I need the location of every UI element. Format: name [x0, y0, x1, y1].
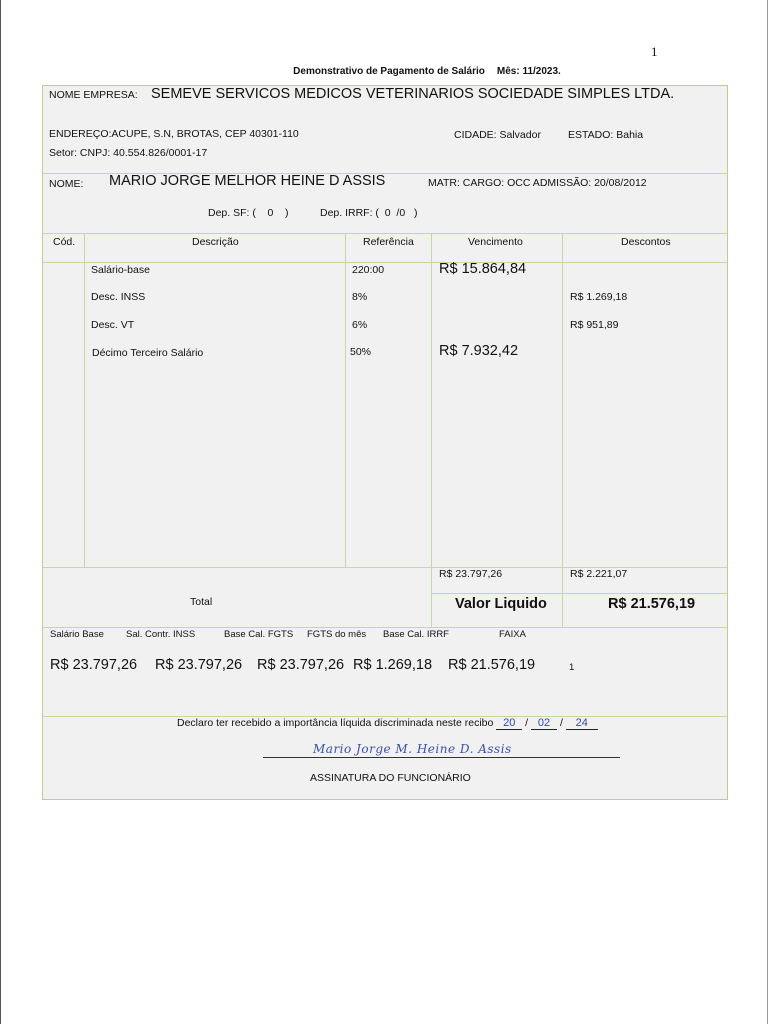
label-salario-base: Salário Base: [50, 629, 104, 640]
company-state: ESTADO: Bahia: [568, 129, 644, 141]
employee-label: NOME:: [49, 178, 84, 190]
company-city: CIDADE: Salvador: [454, 129, 541, 141]
header-descricao: Descrição: [192, 236, 239, 248]
value-fgts-mes: R$ 1.269,18: [353, 657, 433, 673]
total-label: Total: [190, 596, 213, 608]
row-descricao: Desc. VT: [91, 319, 135, 331]
row-descricao: Desc. INSS: [91, 291, 146, 303]
company-label: NOME EMPRESA:: [49, 89, 138, 101]
valor-liquido-label: Valor Liquido: [455, 596, 547, 612]
document-month: Mês: 11/2023.: [496, 66, 561, 77]
value-faixa: 1: [569, 662, 575, 673]
row-descricao: Décimo Terceiro Salário: [92, 347, 204, 359]
company-sector-cnpj: Setor: CNPJ: 40.554.826/0001-17: [49, 147, 208, 159]
header-referencia: Referência: [363, 236, 414, 248]
row-descricao: Salário-base: [91, 264, 150, 276]
row-referencia: 220:00: [352, 264, 385, 276]
header-cod: Cód.: [53, 236, 76, 248]
payslip-form: [42, 85, 728, 800]
receipt-year: 24: [566, 717, 598, 730]
row-referencia: 50%: [350, 346, 372, 358]
receipt-day: 20: [496, 717, 522, 730]
value-salario-base: R$ 23.797,26: [50, 657, 138, 673]
row-vencimento: R$ 15.864,84: [439, 261, 527, 277]
receipt-declaration: [177, 717, 598, 730]
valor-liquido-value: R$ 21.576,19: [608, 596, 696, 612]
page-number: 1: [651, 44, 658, 59]
value-sal-contr-inss: R$ 23.797,26: [155, 657, 243, 673]
document-title: [1, 66, 768, 77]
employee-name: MARIO JORGE MELHOR HEINE D ASSIS: [109, 173, 386, 189]
total-descontos: R$ 2.221,07: [570, 568, 628, 580]
row-referencia: 6%: [352, 319, 368, 331]
employee-signature: Mario Jorge M. Heine D. Assis: [313, 742, 512, 756]
row-vencimento: R$ 7.932,42: [439, 343, 519, 359]
document-title-text: Demonstrativo de Pagamento de Salário: [293, 66, 485, 77]
value-base-cal-irrf: R$ 21.576,19: [448, 657, 536, 673]
date-separator: /: [559, 717, 563, 729]
label-base-cal-irrf: Base Cal. IRRF: [383, 629, 449, 640]
label-sal-contr-inss: Sal. Contr. INSS: [126, 629, 196, 640]
employee-dep-sf: Dep. SF: ( 0 ): [208, 207, 289, 219]
value-base-cal-fgts: R$ 23.797,26: [257, 657, 345, 673]
total-vencimentos: R$ 23.797,26: [439, 568, 503, 580]
label-fgts-mes: FGTS do mês: [307, 629, 367, 640]
row-referencia: 8%: [352, 291, 368, 303]
company-name: SEMEVE SERVICOS MEDICOS VETERINARIOS SOCIEDADE SIMPLES LTDA.: [151, 86, 675, 102]
date-separator: /: [525, 717, 529, 729]
declaration-text: Declaro ter recebido a importância líquida discriminada neste recibo: [177, 717, 494, 729]
signature-label: ASSINATURA DO FUNCIONÁRIO: [310, 772, 471, 784]
header-vencimento: Vencimento: [468, 236, 523, 248]
row-descontos: R$ 1.269,18: [570, 291, 628, 303]
label-faixa: FAIXA: [499, 629, 526, 640]
header-descontos: Descontos: [621, 236, 671, 248]
employee-dep-irrf: Dep. IRRF: ( 0 /0 ): [320, 207, 418, 219]
employee-matr-cargo-admissao: MATR: CARGO: OCC ADMISSÃO: 20/08/2012: [428, 177, 647, 189]
row-descontos: R$ 951,89: [570, 319, 619, 331]
label-base-cal-fgts: Base Cal. FGTS: [224, 629, 294, 640]
company-address: ENDEREÇO:ACUPE, S.N, BROTAS, CEP 40301-110: [49, 128, 299, 140]
receipt-month: 02: [531, 717, 557, 730]
